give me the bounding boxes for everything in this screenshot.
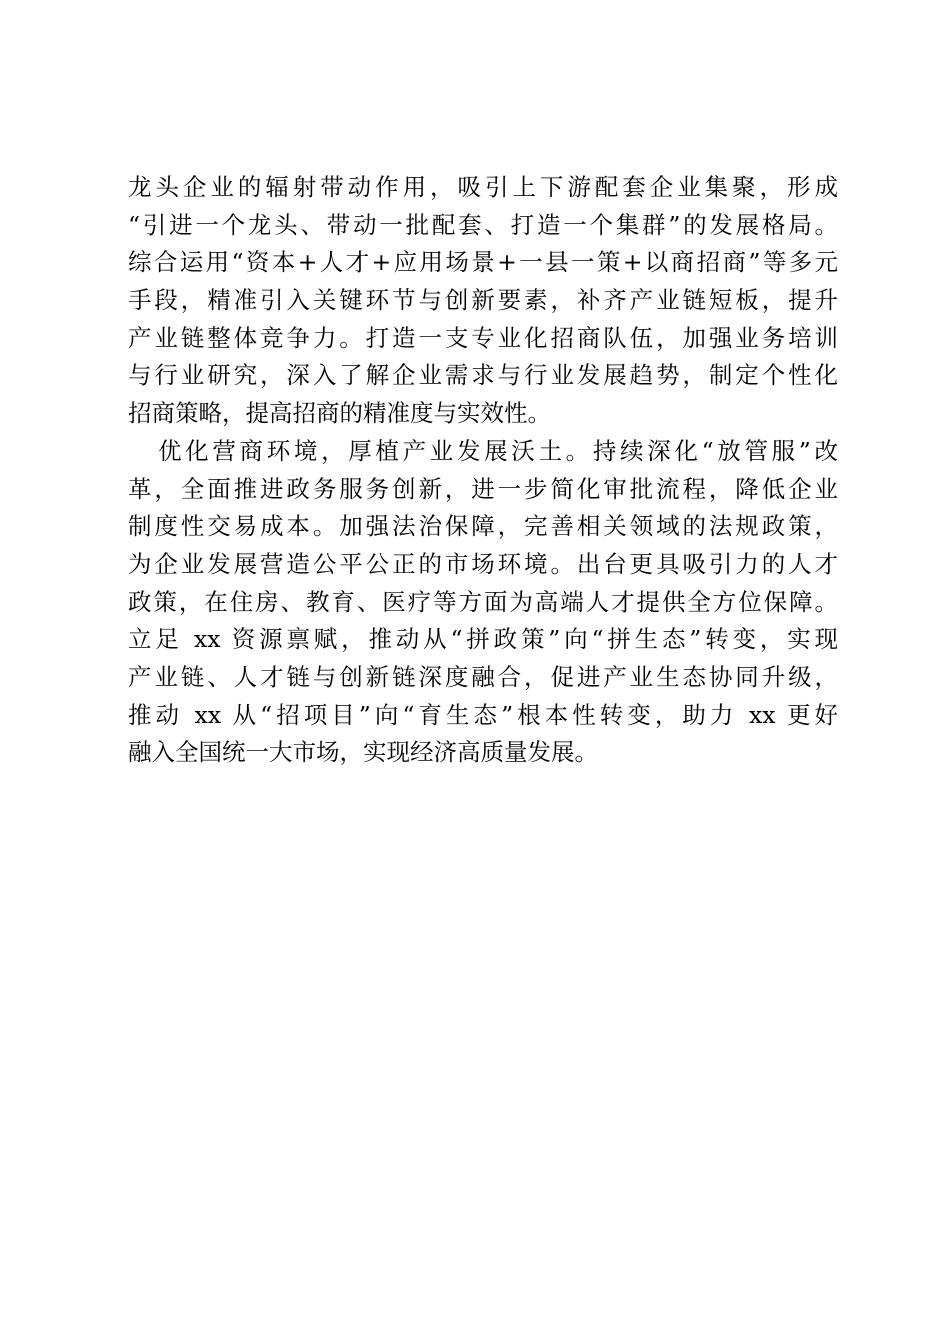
text-line: 为企业发展营造公平公正的市场环境。出台更具吸引力的人才 <box>128 549 838 578</box>
text-line: 推动 xx 从“招项目”向“育生态”根本性转变，助力 xx 更好 <box>128 700 838 729</box>
text-line: 革，全面推进政务服务创新，进一步简化审批流程，降低企业 <box>128 474 838 503</box>
text-line: 政策，在住房、教育、医疗等方面为高端人才提供全方位保障。 <box>128 587 838 616</box>
text-line: 与行业研究，深入了解企业需求与行业发展趋势，制定个性化 <box>128 361 838 390</box>
text-line: 立足 xx 资源禀赋，推动从“拼政策”向“拼生态”转变，实现 <box>128 625 838 654</box>
text-line: 手段，精准引入关键环节与创新要素，补齐产业链短板，提升 <box>128 286 838 315</box>
text-line: “引进一个龙头、带动一批配套、打造一个集群”的发展格局。 <box>128 210 838 239</box>
paragraph-investment-attraction <box>128 169 838 433</box>
paragraph-business-environment <box>128 433 838 772</box>
text-line: 制度性交易成本。加强法治保障，完善相关领域的法规政策， <box>128 512 838 541</box>
text-line: 综合运用“资本+人才+应用场景+一县一策+以商招商”等多元 <box>128 248 838 277</box>
document-body <box>128 169 838 772</box>
text-line: 招商策略，提高招商的精准度与实效性。 <box>128 399 551 428</box>
paragraph-heading-line: 优化营商环境，厚植产业发展沃土。持续深化“放管服”改 <box>158 436 838 465</box>
text-line: 融入全国统一大市场，实现经济高质量发展。 <box>128 738 598 767</box>
text-line: 龙头企业的辐射带动作用，吸引上下游配套企业集聚，形成 <box>128 173 838 201</box>
text-line: 产业链、人才链与创新链深度融合，促进产业生态协同升级， <box>128 662 838 691</box>
text-line: 产业链整体竞争力。打造一支专业化招商队伍，加强业务培训 <box>128 323 838 352</box>
